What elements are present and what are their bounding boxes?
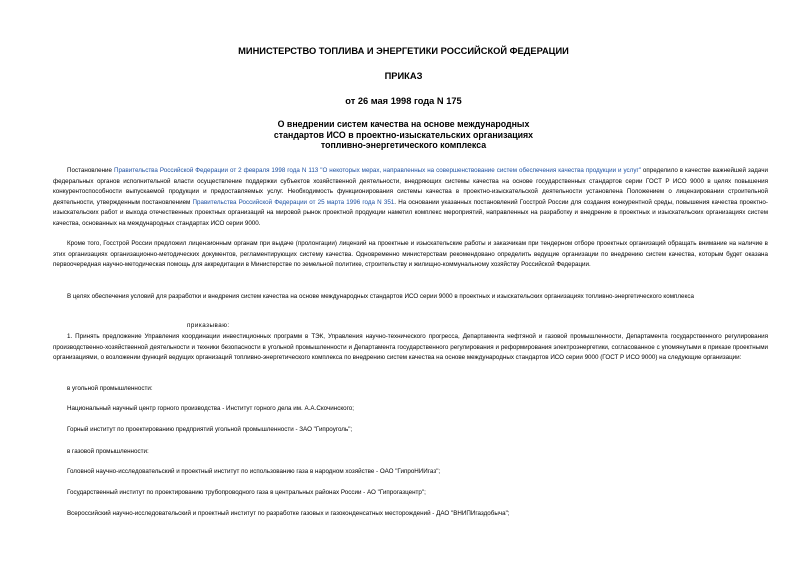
paragraph-1-text-c: . На основании указанных постановлений Госстрой России для создания конкурентной среды, повышения качества проектно-изыскательских работ и выхода отечественных проектных организаций на мировой рынок проектной продукции наметил комплекс мероприятий, направленных на разработку и внедрение в проектных и изыскательских организациях систем качества, основанных на международных стандартах ИСО серии 9000. <box>53 198 768 227</box>
doc-type-heading: ПРИКАЗ <box>384 71 423 81</box>
orders-word: приказываю: <box>187 322 230 329</box>
doc-title-line-1: О внедрении систем качества на основе международных <box>277 119 530 129</box>
list-item: в газовой промышленности: <box>67 448 149 455</box>
doc-title-line-2: стандартов ИСО в проектно-изыскательских организациях <box>273 129 534 140</box>
link-decree-351[interactable]: Правительства Российской Федерации от 25 марта 1996 года N 351 <box>192 198 395 206</box>
list-item: Всероссийский научно-исследовательский и проектный институт по разработке газовых и газоконденсатных месторождений - ДАО "ВНИПИгаздобыча"; <box>67 510 510 517</box>
ministry-heading: МИНИСТЕРСТВО ТОПЛИВА И ЭНЕРГЕТИКИ РОССИЙСКОЙ ФЕДЕРАЦИИ <box>238 46 569 56</box>
list-item: Национальный научный центр горного производства - Институт горного дела им. А.А.Скочинского; <box>67 405 354 412</box>
link-decree-113[interactable]: Правительства Российской Федерации от 2 февраля 1998 года N 113 "О некоторых мерах, направленных на совершенствование систем обеспечения качества продукции и услуг" <box>113 167 641 174</box>
paragraph-4: 1. Принять предложение Управления координации инвестиционных программ в ТЭК, Управления научно-технического прогресса, Департамента нефтяной и газовой промышленности, Департамента государственного регулирования производственно-хозяйственной деятельности и техники безопасности в угольной промышленности и Департамента государственного регулирования и реформирования электроэнергетики, согласованное с упомянутыми в приказе проектными организациями, о возложении функций ведущих организаций топливно-энергетического комплекса по внедрению систем качества на основе международных стандартов ИСО серии 9000 (ГОСТ Р ИСО 9000) на следующие организации: <box>53 333 768 362</box>
list-item: в угольной промышленности: <box>67 385 153 392</box>
paragraph-1-text-b: определило в качестве важнейшей задачи федеральных органов исполнительной власти осуществление поддержки субъектов хозяйственной деятельности, внедряющих системы качества на основе государственных стандартов серии ГОСТ Р ИСО 9000 в целях повышения конкурентоспособности выпускаемой продукции и предоставляемых услуг. Необходимость функционирования системы качества в проектно-изыскательской деятельности установлена Положением о лицензировании строительной деятельности, утвержденным постановлением <box>53 167 768 206</box>
doc-title-line-3: топливно-энергетического комплекса <box>320 140 487 150</box>
paragraph-2: Кроме того, Госстрой России предложил лицензионным органам при выдаче (пролонгации) лицензий на проектные и изыскательские работы и заказчикам при тендерном отборе проектных организаций обращать внимание на наличие в этих организациях организационно-методических документов, регламентирующих систему качества. Одновременно министерствам рекомендовано определить ведущие организации по внедрению систем качества, которым будет оказана первоочередная научно-методическая помощь для аккредитации в Министерстве по земельной политике, строительству и жилищно-коммунальному хозяйству Российской Федерации. <box>53 240 768 269</box>
paragraph-1 <box>53 166 768 230</box>
list-item: Головной научно-исследовательский и проектный институт по использованию газа в народном хозяйстве - ОАО "ГипроНИИгаз"; <box>67 468 441 475</box>
list-item: Горный институт по проектированию предприятий угольной промышленности - ЗАО "Гипроуголь"; <box>67 426 353 433</box>
doc-date: от 26 мая 1998 года N 175 <box>345 96 462 106</box>
paragraph-3: В целях обеспечения условий для разработки и внедрения систем качества на основе международных стандартов ИСО серии 9000 в проектных и изыскательских организациях топливно-энергетического комплекса <box>67 293 694 300</box>
list-item: Государственный институт по проектированию трубопроводного газа в центральных районах России - АО "Гипрогазцентр"; <box>67 489 426 496</box>
paragraph-1-text-a: Постановление <box>67 167 114 174</box>
